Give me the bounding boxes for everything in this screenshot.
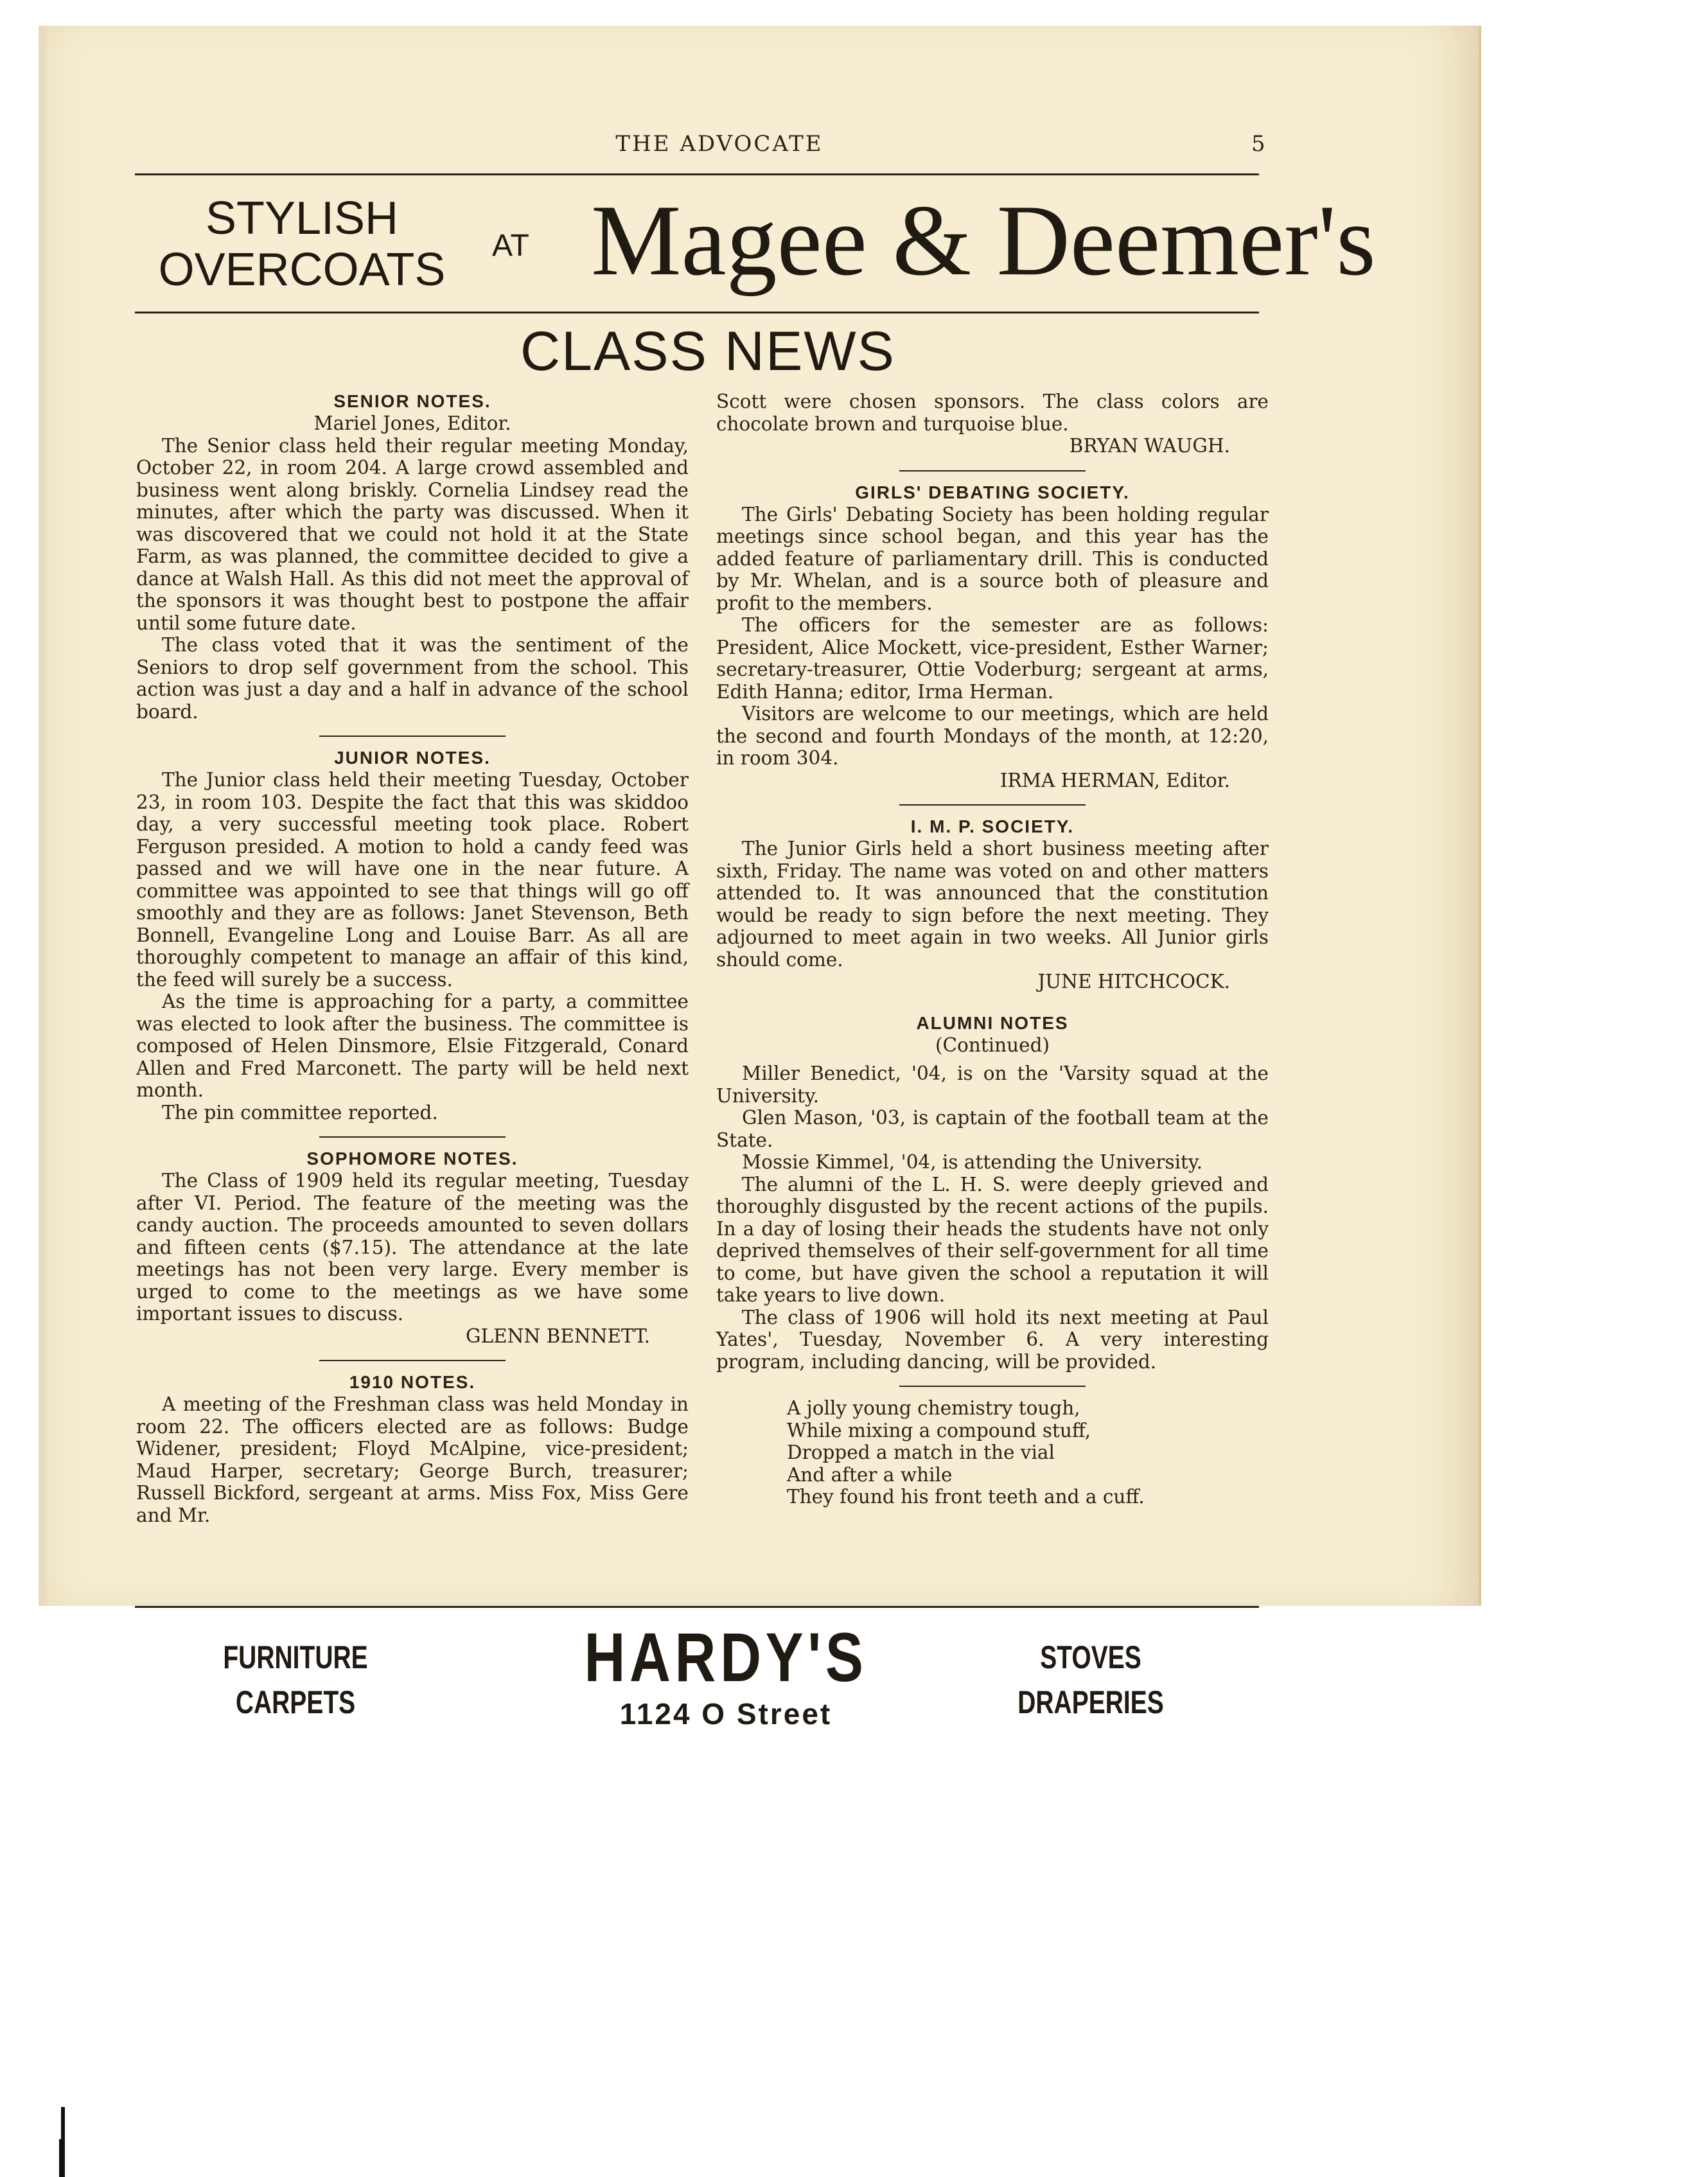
imp-society-heading: I. M. P. SOCIETY.: [910, 816, 1075, 836]
top-ad-store-name: Magee & Deemer's: [591, 184, 1376, 297]
junior-paragraph: As the time is approaching for a party, a committee was elected to look after the business. The committee is composed of Helen Dinsmore, Elsie Fitzgerald, Conard Allen and Fred Marconett. The party will be held next month.: [136, 991, 689, 1101]
page-number: 5: [1251, 131, 1265, 157]
girls-debating-heading: GIRLS' DEBATING SOCIETY.: [855, 482, 1130, 502]
poem-line: They found his front teeth and a cuff.: [787, 1486, 1145, 1508]
separator: [899, 470, 1086, 472]
separator: [899, 1386, 1086, 1387]
senior-notes-heading: SENIOR NOTES.: [333, 391, 491, 411]
left-column: [136, 391, 689, 1526]
junior-paragraph: The Junior class held their meeting Tuesday, October 23, in room 103. Despite the fact that this was skiddoo day, a very successful meeting took place. Robert Ferguson presided. A motion to hold a candy feed was passed and we will have one in the near future. A committee was appointed to see that things will go off smoothly and they are as follows: Janet Stevenson, Beth Bonnell, Evangeline Long and Louise Barr. As all are thoroughly competent to manage an affair of this kind, the feed will surely be a success.: [136, 769, 689, 991]
imp-signature: JUNE HITCHCOCK.: [1037, 971, 1230, 992]
header-rule: [135, 173, 1259, 175]
bottom-ad-right-line1: STOVES: [1040, 1639, 1141, 1675]
binding-mark: [59, 2139, 62, 2177]
running-head: THE ADVOCATE: [615, 131, 823, 157]
bottom-ad-left: [195, 1635, 396, 1725]
separator: [319, 1136, 506, 1138]
freshman-notes-heading: 1910 NOTES.: [349, 1372, 476, 1392]
alumni-continued: (Continued): [935, 1034, 1050, 1056]
separator: [319, 736, 506, 737]
girls-debating-paragraph: The officers for the semester are as follows: President, Alice Mockett, vice-president, Esther Warner; secretary-treasurer, Ottie Voderburg; sergeant at arms, Edith Hanna; editor, Irma Herman.: [716, 614, 1269, 703]
junior-paragraph: The pin committee reported.: [162, 1101, 438, 1124]
girls-debating-signature: IRMA HERMAN, Editor.: [999, 769, 1230, 791]
bottom-ad-right: [990, 1635, 1191, 1725]
separator: [899, 804, 1086, 806]
junior-notes-heading: JUNIOR NOTES.: [334, 748, 491, 768]
senior-paragraph: The class voted that it was the sentiment of the Seniors to drop self government from the school. This action was just a day and a half in advance of the school board.: [136, 634, 689, 723]
girls-debating-paragraph: The Girls' Debating Society has been holding regular meetings since school began, and this year has the added feature of parliamentary drill. This is conducted by Mr. Whelan, and is a source both of pleasure and profit to the members.: [716, 503, 1269, 614]
freshman-paragraph-continued: Scott were chosen sponsors. The class colors are chocolate brown and turquoise blue.: [716, 391, 1269, 435]
poem-line: And after a while: [787, 1463, 953, 1486]
bottom-ad-store-name: HARDY'S: [584, 1618, 868, 1696]
sophomore-paragraph: The Class of 1909 held its regular meeting, Tuesday after VI. Period. The feature of the meeting was the candy auction. The proceeds amounted to seven dollars and fifteen cents ($7.15). The attendance at the late meetings has not been very large. Every member is urged to come to the meetings as we have some important issues to discuss.: [136, 1170, 689, 1325]
top-ad-product: [135, 193, 469, 295]
ad-rule: [135, 312, 1259, 313]
alumni-paragraph: Mossie Kimmel, '04, is attending the University.: [742, 1151, 1203, 1173]
freshman-signature: BRYAN WAUGH.: [1069, 435, 1230, 457]
bottom-ad-left-line2: CARPETS: [235, 1684, 356, 1720]
top-ad-line2: OVERCOATS: [158, 244, 446, 295]
right-column: [716, 391, 1269, 1508]
imp-paragraph: The Junior Girls held a short business meeting after sixth, Friday. The name was voted on and other matters attended to. It was announced that the constitution would be ready to sign before the next meeting. They adjourned to meet again in two weeks. All Junior girls should come.: [716, 838, 1269, 971]
senior-paragraph: The Senior class held their regular meeting Monday, October 22, in room 204. A large crowd assembled and business went along briskly. Cornelia Lindsey read the minutes, after which the party was discussed. When it was discovered that we could not hold it at the State Farm, as was planned, the committee decided to give a dance at Walsh Hall. As this did not meet the approval of the sponsors it was thought best to postpone the affair until some future date.: [136, 434, 689, 634]
top-ad-line1: STYLISH: [205, 193, 399, 244]
bottom-ad-center: [533, 1619, 919, 1732]
section-title: CLASS NEWS: [520, 321, 895, 382]
alumni-paragraph: Miller Benedict, '04, is on the 'Varsity squad at the University.: [716, 1062, 1269, 1107]
sophomore-notes-heading: SOPHOMORE NOTES.: [306, 1149, 518, 1168]
senior-editor: Mariel Jones, Editor.: [313, 412, 511, 434]
poem-line: Dropped a match in the vial: [787, 1441, 1055, 1463]
alumni-paragraph: The alumni of the L. H. S. were deeply grieved and thoroughly disgusted by the recent actions of the pupils. In a day of losing their heads the students have not only deprived themselves of their self-government for all time to come, but have given the school a reputation it will take years to live down.: [716, 1173, 1269, 1306]
bottom-ad-right-line2: DRAPERIES: [1017, 1684, 1164, 1720]
alumni-paragraph: Glen Mason, '03, is captain of the football team at the State.: [716, 1107, 1269, 1151]
separator: [319, 1360, 506, 1361]
poem-line: A jolly young chemistry tough,: [787, 1397, 1080, 1419]
freshman-paragraph: A meeting of the Freshman class was held Monday in room 22. The officers elected are as follows: Budge Widener, president; Floyd McAlpine, vice-president; Maud Harper, secretary; George Burch, treasurer; Russell Bickford, sergeant at arms. Miss Fox, Miss Gere and Mr.: [136, 1393, 689, 1526]
alumni-notes-heading: ALUMNI NOTES: [916, 1012, 1069, 1033]
poem-line: While mixing a compound stuff,: [787, 1419, 1091, 1441]
footer-rule: [135, 1606, 1259, 1608]
girls-debating-paragraph: Visitors are welcome to our meetings, which are held the second and fourth Mondays of the month, at 12:20, in room 304.: [716, 703, 1269, 769]
sophomore-signature: GLENN BENNETT.: [465, 1325, 650, 1347]
bottom-ad-address: 1124 O Street: [619, 1697, 832, 1731]
top-ad-at: AT: [492, 229, 529, 263]
bottom-ad-left-line1: FURNITURE: [223, 1639, 368, 1675]
alumni-paragraph: The class of 1906 will hold its next meeting at Paul Yates', Tuesday, November 6. A very interesting program, including dancing, will be provided.: [716, 1306, 1269, 1373]
